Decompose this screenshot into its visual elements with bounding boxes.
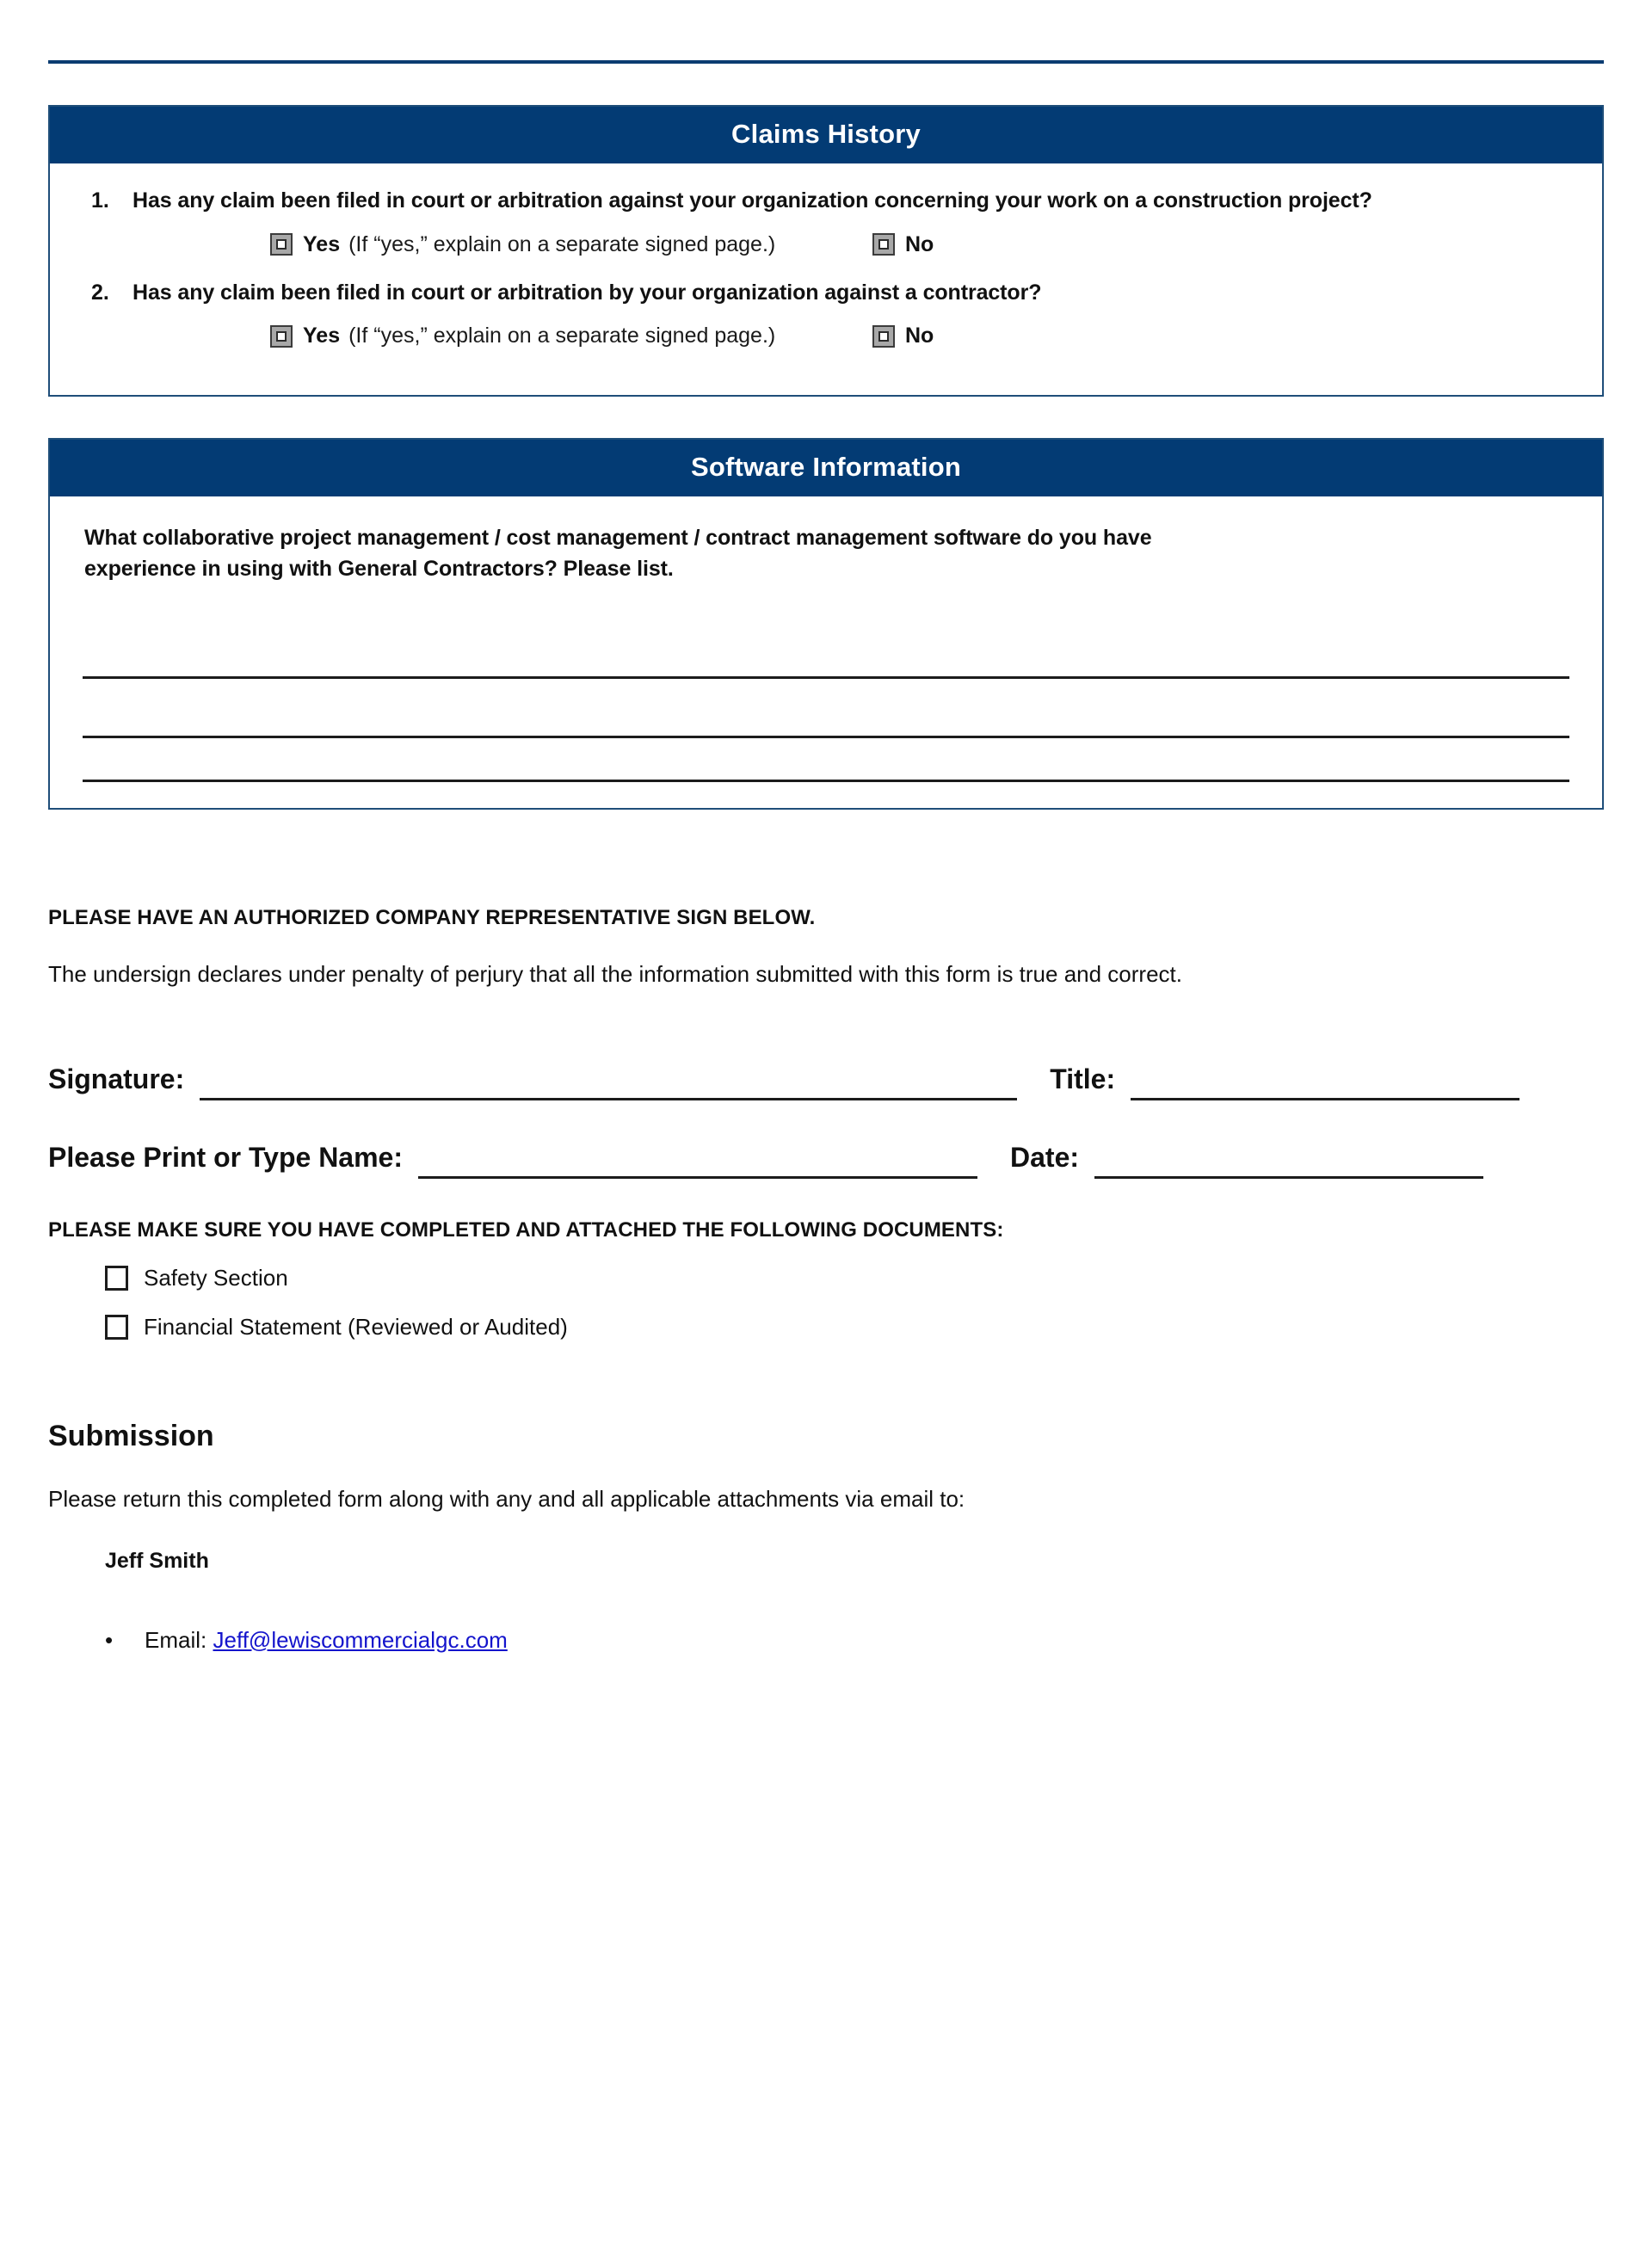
bullet-icon: • (105, 1626, 114, 1653)
software-answer-lines (79, 619, 1573, 782)
claims-question-2-answers (79, 324, 1573, 348)
document-item-label: Safety Section (144, 1264, 288, 1291)
software-question-line-2: experience in using with General Contractors? Please list. (84, 557, 674, 582)
spacer-before-software (48, 397, 1604, 438)
signature-label: Signature: (48, 1063, 185, 1094)
software-information-header: Software Information (50, 440, 1602, 496)
claims-question-1-yes-label: Yes (303, 231, 341, 256)
document-item-label: Financial Statement (Reviewed or Audited) (144, 1313, 568, 1340)
print-name-row (48, 1140, 1604, 1179)
attestation-body: The undersign declares under penalty of perjury that all the information submitted with this form is true and correct. (48, 960, 1182, 987)
claims-question-2-no-option[interactable] (872, 324, 934, 348)
software-answer-line-2[interactable] (83, 679, 1569, 738)
claims-question-2-yes-hint: (If “yes,” explain on a separate signed page.) (348, 324, 776, 348)
document-item-safety-section[interactable] (48, 1265, 1604, 1291)
submission-contact-name: Jeff Smith (105, 1548, 209, 1573)
software-answer-line-1[interactable] (83, 619, 1569, 679)
checkbox-icon[interactable] (270, 325, 293, 348)
claims-history-section (48, 105, 1604, 397)
attestation-heading: PLEASE HAVE AN AUTHORIZED COMPANY REPRESENTATIVE SIGN BELOW. (48, 905, 816, 929)
claims-question-1-number: 1. (91, 188, 109, 213)
document-page (0, 60, 1652, 2256)
claims-question-1-answers (79, 232, 1573, 257)
checkbox-icon[interactable] (270, 233, 293, 256)
claims-question-1-no-option[interactable] (872, 232, 934, 257)
title-label: Title: (1050, 1063, 1116, 1094)
claims-question-2-yes-label: Yes (303, 324, 341, 348)
print-name-label: Please Print or Type Name: (48, 1141, 403, 1173)
claims-question-2-number: 2. (91, 280, 109, 305)
documents-checklist-heading: PLEASE MAKE SURE YOU HAVE COMPLETED AND ATTACHED THE FOLLOWING DOCUMENTS: (48, 1217, 1004, 1242)
claims-question-1-text: Has any claim been filed in court or arbitration against your organization concerning your work on a construction project? (133, 188, 1372, 213)
claims-question-2 (79, 278, 1573, 309)
attestation-block (48, 906, 1604, 988)
submission-intro: Please return this completed form along with any and all applicable attachments via email to: (48, 1485, 965, 1512)
submission-email-link[interactable]: Jeff@lewiscommercialgc.com (213, 1626, 508, 1653)
claims-history-body (50, 163, 1602, 395)
submission-email-prefix: Email: (145, 1626, 207, 1653)
submission-block (48, 1420, 1604, 1654)
spacer-before-claims (48, 64, 1604, 105)
software-answer-line-3[interactable] (83, 738, 1569, 782)
claims-question-1-yes-option[interactable] (270, 232, 872, 257)
submission-title: Submission (48, 1419, 214, 1452)
date-label: Date: (1010, 1141, 1080, 1173)
software-information-section (48, 438, 1604, 810)
submission-email-item (48, 1627, 1604, 1654)
software-question-line-1: What collaborative project management / cost management / contract management software do you have (84, 526, 1152, 550)
checkbox-icon[interactable] (872, 325, 895, 348)
date-input-line[interactable] (1094, 1140, 1483, 1179)
claims-question-1-no-label: No (905, 231, 934, 256)
checkbox-icon[interactable] (872, 233, 895, 256)
signature-input-line[interactable] (200, 1062, 1017, 1100)
checkbox-icon[interactable] (105, 1315, 128, 1340)
document-item-financial-statement[interactable] (48, 1314, 1604, 1341)
claims-question-2-no-label: No (905, 324, 934, 348)
claims-question-1 (79, 186, 1573, 217)
signature-row (48, 1062, 1604, 1100)
signature-block (48, 1062, 1604, 1179)
title-input-line[interactable] (1131, 1062, 1519, 1100)
claims-question-2-text: Has any claim been filed in court or arbitration by your organization against a contractor? (133, 280, 1042, 305)
software-information-body (50, 496, 1602, 808)
documents-checklist (48, 1218, 1604, 1341)
software-question (79, 519, 1573, 585)
claims-question-1-yes-hint: (If “yes,” explain on a separate signed page.) (348, 231, 776, 256)
claims-history-header: Claims History (50, 107, 1602, 163)
claims-question-2-yes-option[interactable] (270, 324, 872, 348)
checkbox-icon[interactable] (105, 1266, 128, 1291)
print-name-input-line[interactable] (418, 1140, 977, 1179)
